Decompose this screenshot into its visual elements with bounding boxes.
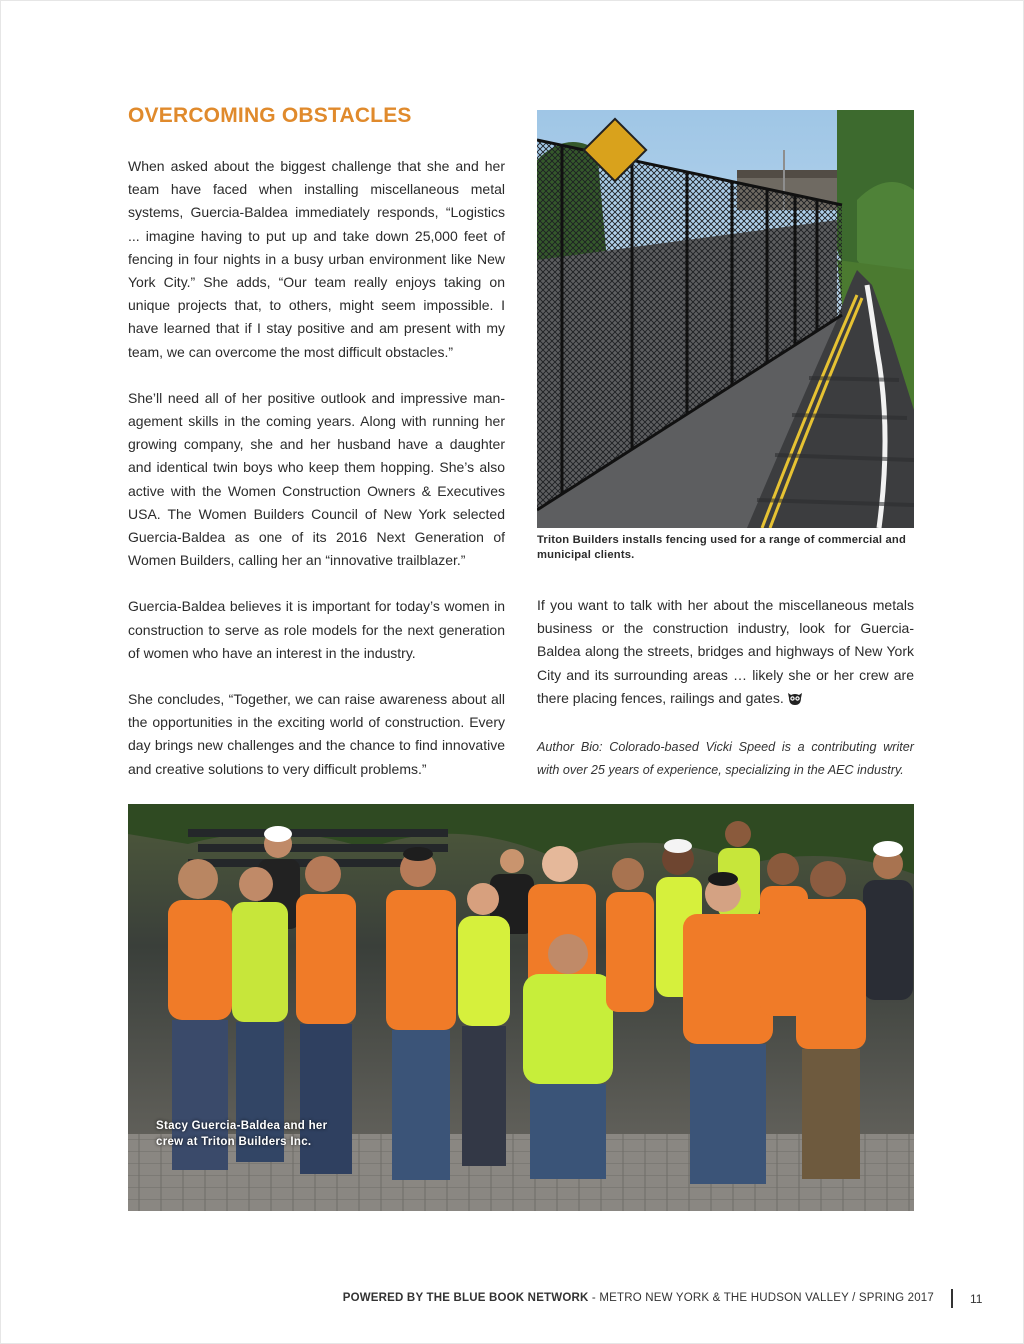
fence-photo — [537, 110, 914, 528]
paragraph-find-her-text: If you want to talk with her about the miscellaneous metals business or the construction industry, look for Guercia-Baldea along the streets, bridges and highways of New York City and its surrounding areas … likely she or her crew are there placing fences, railings and gates. — [537, 597, 914, 706]
footer-edition: - METRO NEW YORK & THE HUDSON VALLEY / SPRING 2017 — [588, 1292, 934, 1304]
crew-photo-caption: Stacy Guercia-Baldea and her crew at Triton Builders Inc. — [156, 1120, 328, 1148]
footer-divider — [951, 1289, 953, 1308]
left-column — [128, 155, 505, 804]
owl-icon — [787, 690, 803, 713]
section-heading: OVERCOMING OBSTACLES — [128, 104, 412, 127]
paragraph-find-her — [537, 594, 914, 713]
footer-brand: POWERED BY THE BLUE BOOK NETWORK — [342, 1292, 589, 1304]
footer — [343, 1292, 934, 1304]
paragraph-logistics: When asked about the biggest challenge that she and her team have faced when installing miscellaneous metal systems, Guercia-Baldea immediately responds, “Logistics ... imagine having to put up and take down 25,000 feet of fencing in four nights in a busy urban environment like New York City.” She adds, “Our team really enjoys taking on unique projects that, to others, might seem impossible. I have learned that if I stay positive and am present with my team, we can overcome the most difficult obstacles.” — [128, 158, 505, 360]
author-bio: Author Bio: Colorado-based Vicki Speed is a contributing writer with over 25 years of experience, specializing in the AEC industry. — [537, 740, 914, 778]
right-column — [537, 594, 914, 805]
paragraph-conclusion: She concludes, “Together, we can raise awareness about all the opportunities in the exciting world of construction. Every day brings new challenges and the chance to find innovative and creative solutions to very difficult problems.” — [128, 691, 505, 777]
paragraph-positive-outlook: She’ll need all of her positive outlook and impressive man-agement skills in the coming years. Along with running her growing company, she and her husband have a daughter and identical twin boys who keep them hopping. She’s also active with the Women Construction Owners & Executives USA. The Women Builders Council of New York selected Guercia-Baldea as one of its 2016 Next Generation of Women Builders, calling her an “innovative trailblazer.” — [128, 389, 505, 569]
page-number: 11 — [970, 1292, 983, 1306]
paragraph-role-models: Guercia-Baldea believes it is important for today’s women in construction to serve as role models for the next generation of women who have an interest in the industry. — [128, 598, 505, 661]
fence-photo-caption: Triton Builders installs fencing used for a range of commercial and municipal clients. — [537, 534, 906, 561]
